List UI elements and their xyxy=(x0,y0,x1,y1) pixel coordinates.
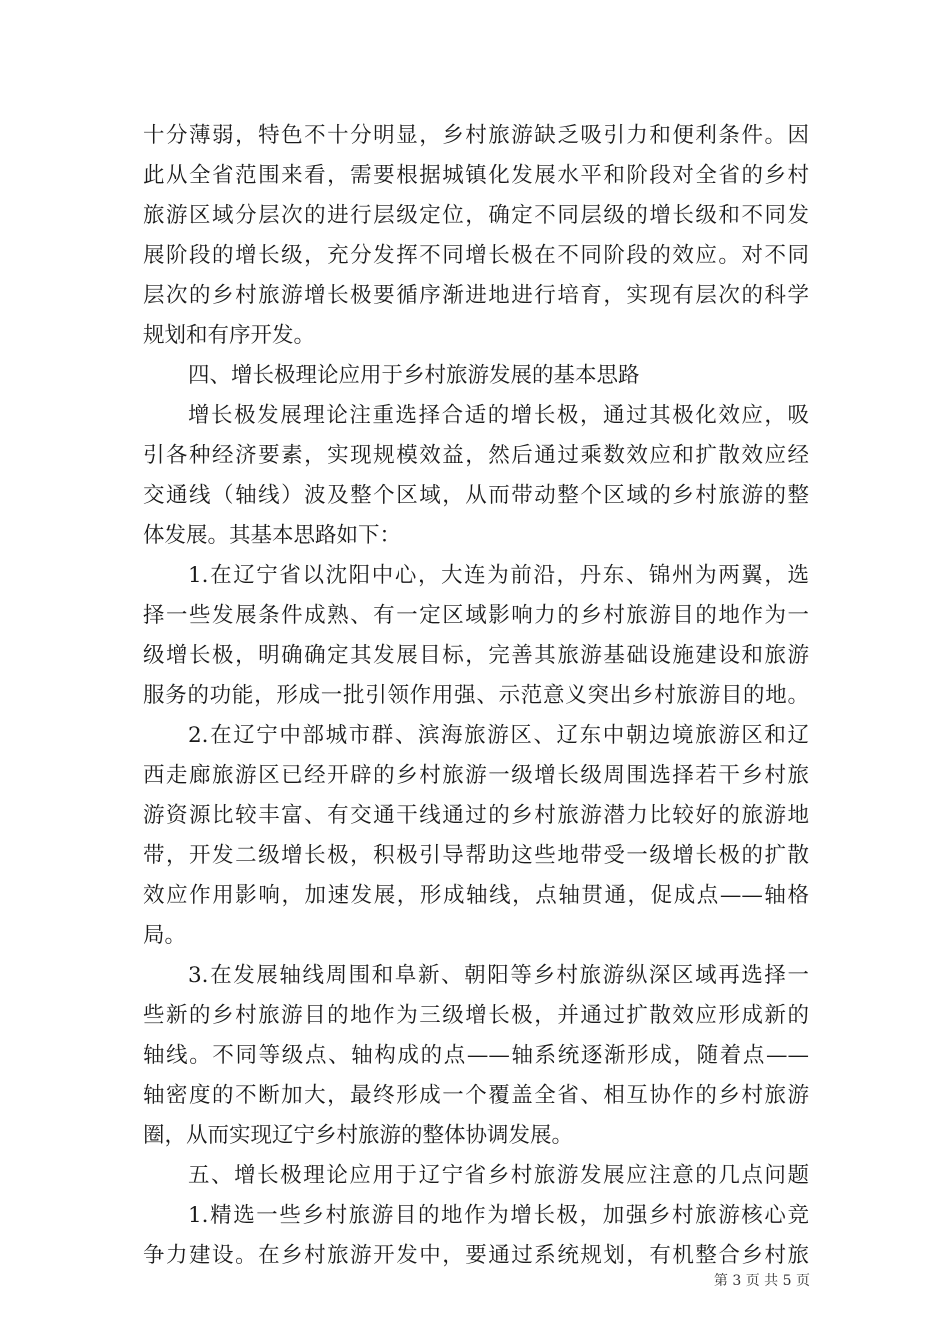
text-line: 五、增长极理论应用于辽宁省乡村旅游发展应注意的几点问题 xyxy=(188,1163,809,1188)
text-line: 3.在发展轴线周围和阜新、朝阳等乡村旅游纵深区域再选择一 xyxy=(188,963,809,988)
text-line: 争力建设。在乡村旅游开发中，要通过系统规划，有机整合乡村旅 xyxy=(143,1243,809,1268)
text-line: 择一些发展条件成熟、有一定区域影响力的乡村旅游目的地作为一 xyxy=(143,603,809,628)
text-line: 1.精选一些乡村旅游目的地作为增长极，加强乡村旅游核心竞 xyxy=(188,1203,809,1228)
text-line: 规划和有序开发。 xyxy=(143,323,316,348)
text-line: 体发展。其基本思路如下： xyxy=(143,523,402,548)
text-line: 级增长极，明确确定其发展目标，完善其旅游基础设施建设和旅游 xyxy=(143,643,809,668)
text-line: 1.在辽宁省以沈阳中心，大连为前沿，丹东、锦州为两翼，选 xyxy=(188,563,809,588)
text-line: 轴线。不同等级点、轴构成的点——轴系统逐渐形成，随着点—— xyxy=(143,1043,809,1068)
text-line: 圈，从而实现辽宁乡村旅游的整体协调发展。 xyxy=(143,1123,574,1148)
text-line: 层次的乡村旅游增长极要循序渐进地进行培育，实现有层次的科学 xyxy=(143,283,809,308)
text-line: 交通线（轴线）波及整个区域，从而带动整个区域的乡村旅游的整 xyxy=(143,483,809,508)
text-line: 游资源比较丰富、有交通干线通过的乡村旅游潜力比较好的旅游地 xyxy=(143,803,809,828)
body-text xyxy=(143,116,809,1276)
page-number-label: 第 3 页 共 5 页 xyxy=(713,1273,810,1289)
text-line: 展阶段的增长级，充分发挥不同增长极在不同阶段的效应。对不同 xyxy=(143,243,809,268)
page-footer xyxy=(714,1272,810,1290)
text-line: 些新的乡村旅游目的地作为三级增长极，并通过扩散效应形成新的 xyxy=(143,1003,809,1028)
text-line: 轴密度的不断加大，最终形成一个覆盖全省、相互协作的乡村旅游 xyxy=(143,1083,809,1108)
text-line: 增长极发展理论注重选择合适的增长极，通过其极化效应，吸 xyxy=(188,403,809,428)
text-line: 效应作用影响，加速发展，形成轴线，点轴贯通，促成点——轴格 xyxy=(143,883,809,908)
text-line: 引各种经济要素，实现规模效益，然后通过乘数效应和扩散效应经 xyxy=(143,443,809,468)
text-line: 局。 xyxy=(143,923,187,948)
text-line: 旅游区域分层次的进行层级定位，确定不同层级的增长级和不同发 xyxy=(143,203,809,228)
text-line: 西走廊旅游区已经开辟的乡村旅游一级增长级周围选择若干乡村旅 xyxy=(143,763,809,788)
text-line: 此从全省范围来看，需要根据城镇化发展水平和阶段对全省的乡村 xyxy=(143,163,809,188)
text-line: 2.在辽宁中部城市群、滨海旅游区、辽东中朝边境旅游区和辽 xyxy=(188,723,809,748)
text-line: 四、增长极理论应用于乡村旅游发展的基本思路 xyxy=(188,363,640,388)
text-line: 十分薄弱，特色不十分明显，乡村旅游缺乏吸引力和便利条件。因 xyxy=(143,123,809,148)
text-line: 带，开发二级增长极，积极引导帮助这些地带受一级增长极的扩散 xyxy=(143,843,809,868)
text-line: 服务的功能，形成一批引领作用强、示范意义突出乡村旅游目的地。 xyxy=(143,683,809,708)
